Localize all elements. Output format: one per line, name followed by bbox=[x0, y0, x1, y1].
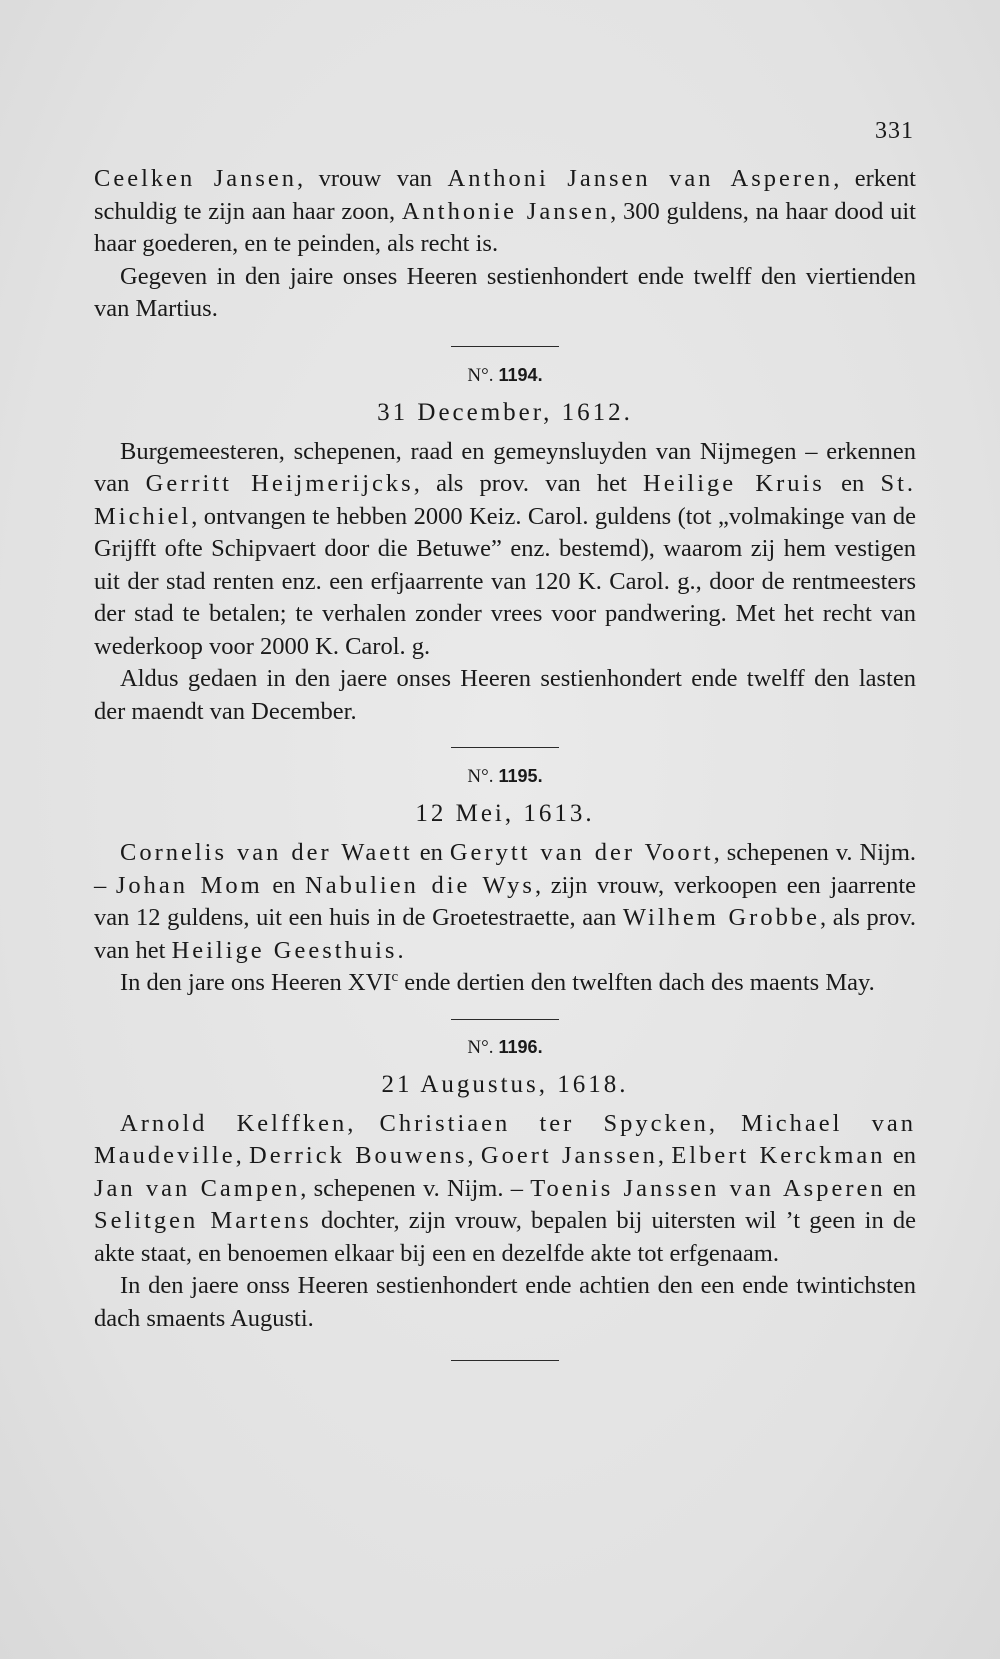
institution-name: Heilige Kruis bbox=[643, 470, 825, 497]
text-run: In den jare ons Heeren XVI bbox=[120, 969, 392, 996]
text-run: , bbox=[467, 1142, 481, 1169]
text-run: , als prov. van het bbox=[94, 904, 916, 964]
text-run: , ontvangen te hebben 2000 Keiz. Carol. guldens (tot „volmakinge van de Grijfft ofte Schipvaert door die Betuwe” enz. bestemd), waarom zij hem vestigen uit der stad renten enz. een erfjaarrente van 120 K. Carol. g., door de rentmeesters der stad te betalen; te verhalen zonder vrees voor pandwering. Met het recht van wederkoop voor 2000 K. Carol. g. bbox=[94, 502, 916, 660]
person-name: Nabulien die Wys bbox=[305, 871, 535, 899]
text-run: , als prov. van het bbox=[413, 470, 644, 497]
person-name: Goert Janssen bbox=[480, 1142, 658, 1169]
person-name: Anthonie Jansen bbox=[401, 197, 611, 225]
intro-closing: Gegeven in den jaire onses Heeren sestienhondert ende twelff den viertienden van Martius. bbox=[94, 262, 916, 322]
text-run: en bbox=[412, 839, 450, 866]
text-run: ende dertien den twelften dach des maents May. bbox=[398, 969, 875, 996]
number-prefix: N°. bbox=[467, 364, 494, 386]
section-divider bbox=[451, 747, 559, 748]
text-run: en bbox=[262, 871, 306, 899]
text-run: , 300 guldens, na haar dood uit haar goederen, en te peinden, als recht is. bbox=[94, 197, 916, 257]
page-text bbox=[94, 163, 916, 1361]
entry-date: 21 Augustus, 1618. bbox=[381, 1070, 629, 1098]
entry-closing: Aldus gedaen in den jaere onses Heeren sestienhondert ende twelff den lasten der maendt van December. bbox=[94, 665, 916, 725]
superscript: c bbox=[391, 968, 399, 985]
text-run: , erkent schuldig te zijn aan haar zoon, bbox=[94, 165, 916, 225]
text-run: , schepenen v. Nijm. – bbox=[94, 839, 917, 899]
entry-number bbox=[94, 363, 916, 388]
person-name: Jan van Campen bbox=[94, 1174, 301, 1202]
text-run: en bbox=[885, 1142, 917, 1169]
person-name: Selitgen Martens bbox=[94, 1207, 312, 1234]
intro-paragraph bbox=[94, 163, 916, 261]
text-run: , schepenen v. Nijm. – bbox=[300, 1174, 531, 1202]
entry-body bbox=[94, 1108, 916, 1271]
text-run: , zijn vrouw, verkoopen een jaarrente van 12 guldens, uit een huis in de Groetestraette, aan bbox=[94, 871, 917, 931]
entry-body bbox=[94, 837, 916, 967]
entry-body bbox=[94, 436, 916, 664]
person-name: Derrick Bouwens bbox=[249, 1142, 468, 1169]
person-name: Gerytt van der Voort bbox=[449, 839, 714, 866]
person-name: Cornelis van der Waett bbox=[120, 839, 413, 866]
person-name: Arnold Kelffken bbox=[120, 1109, 348, 1137]
text-run: en bbox=[885, 1174, 917, 1202]
text-run: , bbox=[657, 1142, 672, 1169]
institution-name: Heilige Geesthuis bbox=[171, 936, 398, 964]
page-number: 331 bbox=[875, 118, 914, 144]
number-value: 1196. bbox=[498, 1036, 543, 1057]
section-divider bbox=[451, 1019, 559, 1020]
person-name: Ceelken Jansen bbox=[94, 165, 298, 192]
section-divider bbox=[451, 346, 559, 347]
person-name: Elbert Kerckman bbox=[671, 1142, 886, 1169]
text-run: . bbox=[397, 936, 404, 964]
person-name: Anthoni Jansen van Asperen bbox=[447, 165, 834, 192]
text-run: Burgemeesteren, schepenen, raad en gemeynsluyden van Nijmegen – erkennen van bbox=[94, 437, 916, 497]
entry-closing bbox=[94, 967, 916, 1000]
entry-date: 31 December, 1612. bbox=[377, 398, 633, 426]
number-value: 1195. bbox=[498, 766, 543, 786]
institution-name: St. Michiel bbox=[94, 470, 917, 530]
text-run: en bbox=[824, 470, 881, 497]
number-prefix: N°. bbox=[467, 1036, 494, 1058]
number-prefix: N°. bbox=[467, 766, 494, 787]
person-name: Michael van Maudeville bbox=[94, 1109, 916, 1169]
person-name: Gerritt Heijmerijcks bbox=[145, 470, 414, 497]
entry-closing: In den jaere onss Heeren sestienhondert ende achtien den een ende twintichsten dach smaents Augusti. bbox=[94, 1272, 916, 1332]
person-name: Johan Mom bbox=[115, 871, 263, 899]
person-name: Toenis Janssen van Asperen bbox=[530, 1174, 886, 1202]
text-run: , bbox=[235, 1142, 250, 1169]
section-divider bbox=[451, 1360, 559, 1361]
text-run: , bbox=[347, 1109, 380, 1137]
text-run: , vrouw van bbox=[297, 165, 448, 192]
person-name: Christiaen ter Spycken bbox=[379, 1109, 709, 1137]
entry-number bbox=[94, 1035, 916, 1060]
text-run: dochter, zijn vrouw, bepalen bij uitersten wil ’t geen in de akte staat, en benoemen elkaar bij een en dezelfde akte tot erfgenaam. bbox=[94, 1207, 917, 1267]
text-run: , bbox=[708, 1109, 742, 1137]
person-name: Wilhem Grobbe bbox=[622, 904, 820, 931]
entry-number bbox=[94, 764, 916, 789]
number-value: 1194. bbox=[498, 364, 543, 385]
entry-date: 12 Mei, 1613. bbox=[415, 800, 595, 827]
